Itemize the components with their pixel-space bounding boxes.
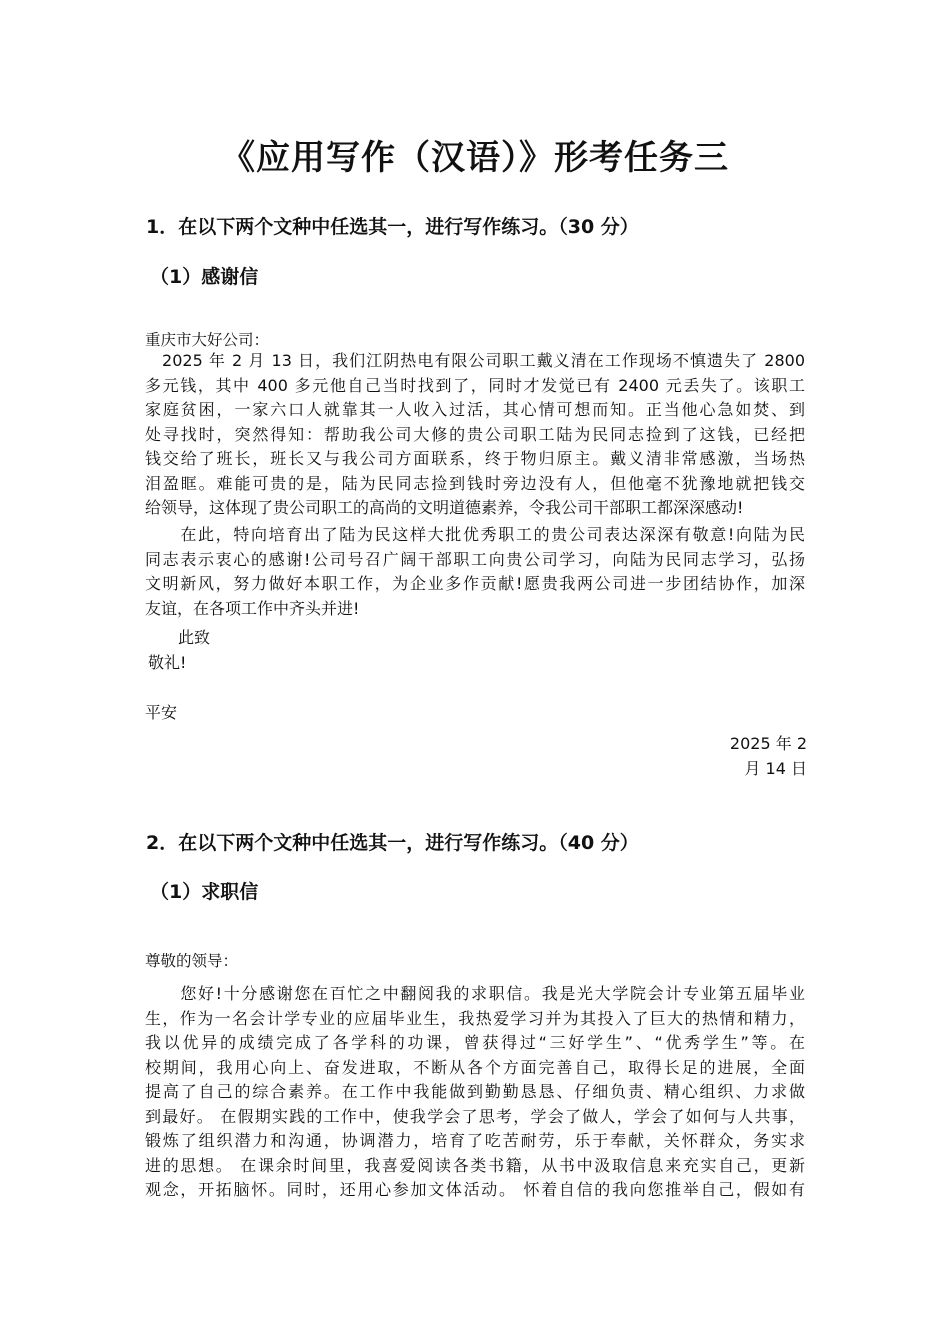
letter-1-paragraph-1 <box>145 349 805 521</box>
text-line: 2025 年 2 月 13 日，我们江阴热电有限公司职工戴义清在工作现场不慎遗失了 2800 <box>145 351 805 370</box>
letter-1-salutation: 重庆市大好公司： <box>145 331 270 349</box>
letter-2-salutation: 尊敬的领导： <box>145 952 239 970</box>
closing-jingli: 敬礼! <box>148 653 187 672</box>
date-line-1: 2025 年 2 <box>729 734 807 753</box>
text-line: 生，作为一名会计学专业的应届毕业生，我热爱学习并为其投入了巨大的热情和精力， <box>145 1008 805 1028</box>
letter-1-paragraph-2 <box>145 523 805 621</box>
text-line: 锻炼了组织潜力和沟通，协调潜力，培育了吃苦耐劳，乐于奉献，关怀群众，务实求 <box>145 1131 805 1150</box>
question-1-heading: 1．在以下两个文种中任选其一，进行写作练习。（30 分） <box>146 216 639 238</box>
date-line-2: 月 14 日 <box>744 758 807 778</box>
text-line: 到最好。 在假期实践的工作中，使我学会了思考，学会了做人，学会了如何与人共事， <box>145 1106 805 1126</box>
text-line: 多元钱，其中 400 多元他自己当时找到了，同时才发觉已有 2400 元丢失了。该职工 <box>145 375 805 395</box>
document-title: 《应用写作（汉语）》形考任务三 <box>221 138 729 178</box>
closing-pingan: 平安 <box>145 703 178 722</box>
text-line: 文明新风，努力做好本职工作，为企业多作贡献!愿贵我两公司进一步团结协作，加深 <box>145 574 805 593</box>
closing-cizhi: 此致 <box>178 628 211 647</box>
text-line: 进的思想。 在课余时间里，我喜爱阅读各类书籍，从书中汲取信息来充实自己，更新 <box>145 1155 805 1175</box>
question-2-subheading: （1）求职信 <box>150 881 259 903</box>
text-line: 校期间，我用心向上、奋发进取，不断从各个方面完善自己，取得长足的进展，全面 <box>145 1057 805 1077</box>
text-line: 家庭贫困，一家六口人就靠其一人收入过活，其心情可想而知。正当他心急如焚、到 <box>145 400 805 419</box>
letter-1-date <box>730 732 807 781</box>
letter-2-paragraph-1 <box>145 982 805 1203</box>
text-line: 给领导，这体现了贵公司职工的高尚的文明道德素养，令我公司干部职工都深深感动! <box>145 498 744 517</box>
text-line: 处寻找时，突然得知：帮助我公司大修的贵公司职工陆为民同志捡到了这钱，已经把 <box>145 424 805 444</box>
text-line: 钱交给了班长，班长又与我公司方面联系，终于物归原主。戴义清非常感激，当场热 <box>145 449 805 468</box>
text-line: 同志表示衷心的感谢!公司号召广阔干部职工向贵公司学习，向陆为民同志学习，弘扬 <box>145 549 805 569</box>
text-line: 友谊，在各项工作中齐头并进! <box>145 598 360 618</box>
text-line: 观念，开拓脑怀。同时，还用心参加文体活动。 怀着自信的我向您推举自己，假如有 <box>145 1180 805 1199</box>
text-line: 泪盈眶。难能可贵的是，陆为民同志捡到钱时旁边没有人，但他毫不犹豫地就把钱交 <box>145 473 805 493</box>
text-line: 在此，特向培育出了陆为民这样大批优秀职工的贵公司表达深深有敬意!向陆为民 <box>145 525 805 544</box>
text-line: 我以优异的成绩完成了各学科的功课，曾获得过“三好学生”、“优秀学生”等。在 <box>145 1033 805 1052</box>
text-line: 您好!十分感谢您在百忙之中翻阅我的求职信。我是光大学院会计专业第五届毕业 <box>145 984 805 1003</box>
question-1-subheading: （1）感谢信 <box>150 266 259 288</box>
text-line: 提高了自己的综合素养。在工作中我能做到勤勤恳恳、仔细负责、精心组织、力求做 <box>145 1082 805 1101</box>
question-2-heading: 2．在以下两个文种中任选其一，进行写作练习。（40 分） <box>146 832 639 854</box>
